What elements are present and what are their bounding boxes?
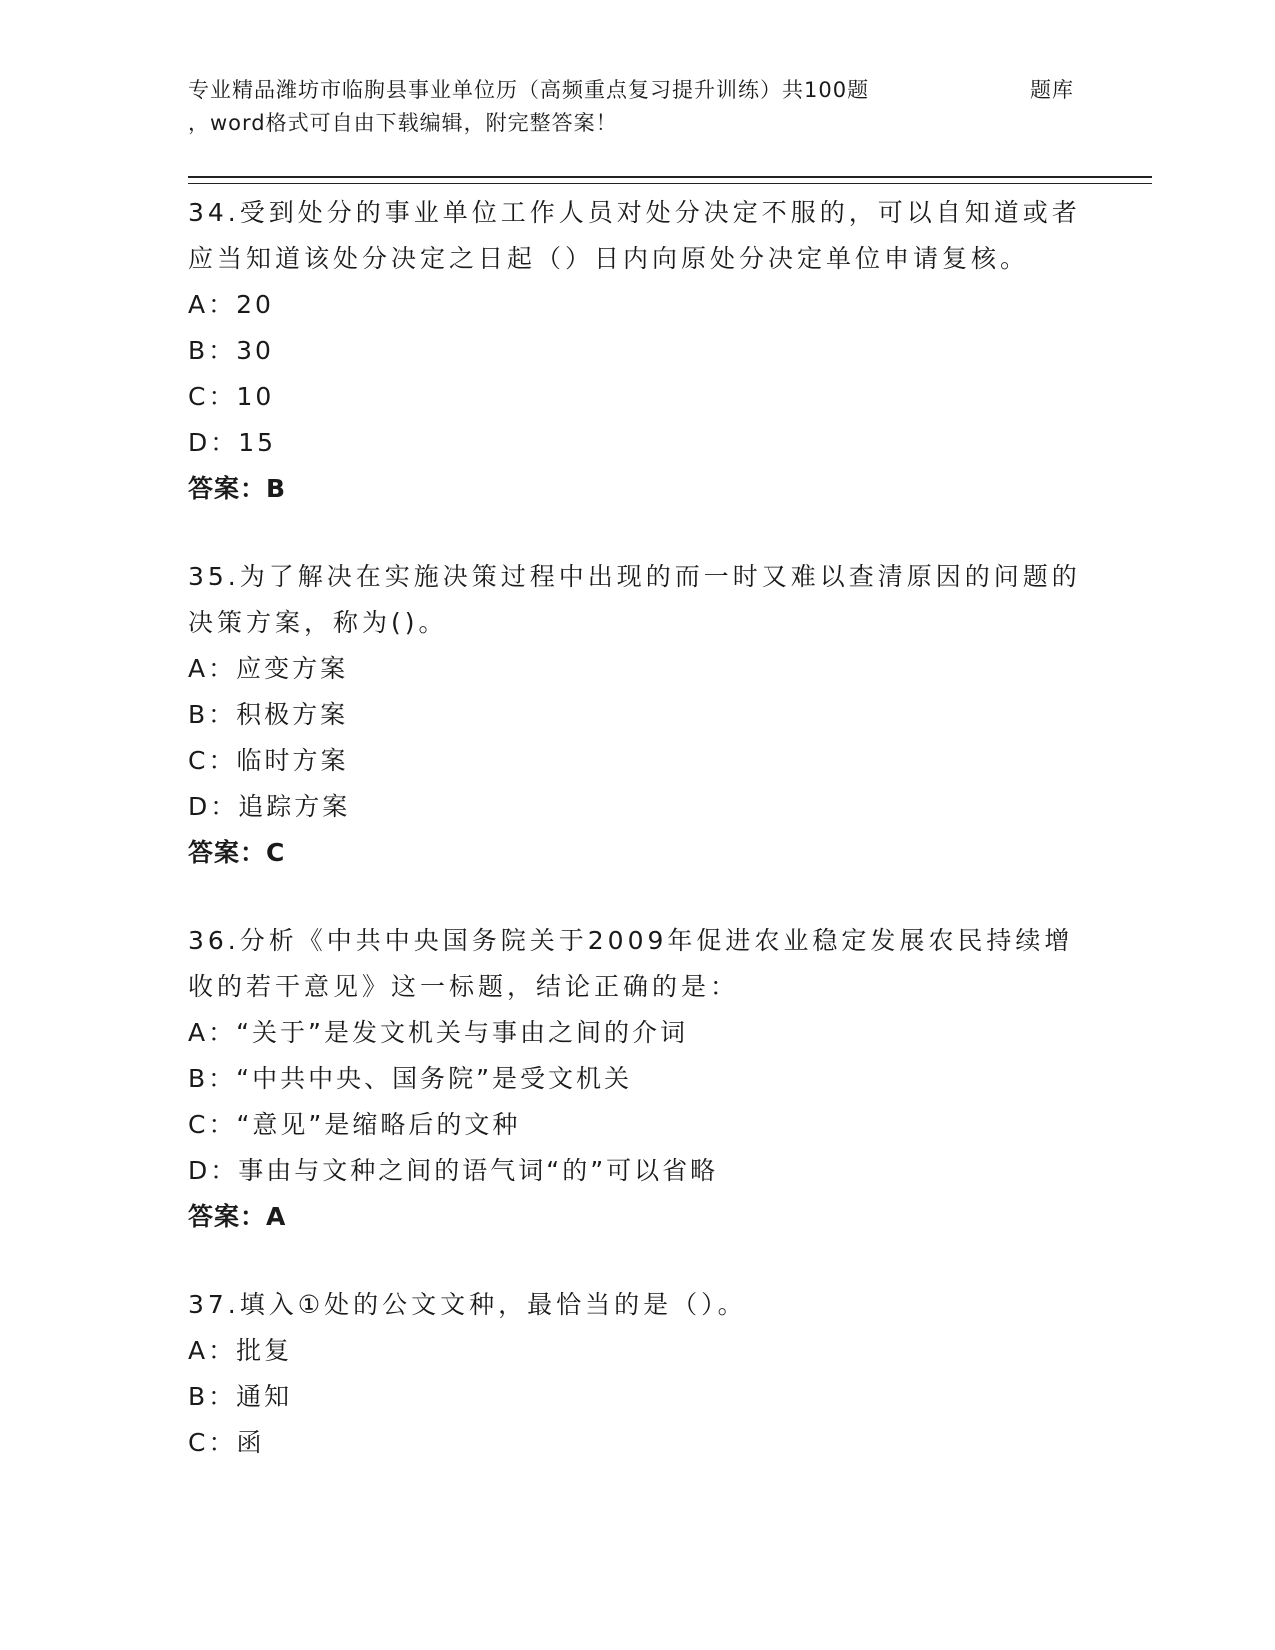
answer: 答案：C: [188, 838, 286, 867]
option-c: C：“意见”是缩略后的文种: [188, 1110, 521, 1139]
option-c: C：函: [188, 1428, 265, 1457]
option-a: A：应变方案: [188, 654, 349, 683]
answer: 答案：B: [188, 474, 287, 503]
option-c: C：临时方案: [188, 746, 349, 775]
question-36: [188, 918, 1088, 1240]
header-subtitle: ，word格式可自由下载编辑，附完整答案！: [188, 111, 618, 135]
header-divider: [188, 176, 1152, 178]
page-header: [188, 74, 1148, 140]
option-d: D：追踪方案: [188, 792, 351, 821]
question-stem: 34.受到处分的事业单位工作人员对处分决定不服的，可以自知道或者应当知道该处分决定之日起（）日内向原处分决定单位申请复核。: [188, 198, 1081, 273]
option-b: B：“中共中央、国务院”是受文机关: [188, 1064, 633, 1093]
option-b: B：通知: [188, 1382, 293, 1411]
header-divider-thin: [188, 183, 1152, 184]
header-tag: 题库: [1030, 78, 1074, 102]
option-b: B：30: [188, 336, 274, 365]
question-stem: 37.填入①处的公文文种，最恰当的是（）。: [188, 1290, 747, 1319]
header-title: 专业精品潍坊市临朐县事业单位历（高频重点复习提升训练）共100题: [188, 78, 870, 102]
option-a: A：20: [188, 290, 274, 319]
option-d: D：事由与文种之间的语气词“的”可以省略: [188, 1156, 719, 1185]
question-34: [188, 190, 1088, 512]
answer: 答案：A: [188, 1202, 287, 1231]
question-list: [188, 190, 1088, 1508]
question-35: [188, 554, 1088, 876]
question-stem: 36.分析《中共中央国务院关于2009年促进农业稳定发展农民持续增收的若干意见》这一标题，结论正确的是：: [188, 926, 1074, 1001]
question-stem: 35.为了解决在实施决策过程中出现的而一时又难以查清原因的问题的决策方案，称为()。: [188, 562, 1081, 637]
question-37: [188, 1282, 1088, 1466]
option-a: A：“关于”是发文机关与事由之间的介词: [188, 1018, 689, 1047]
option-d: D：15: [188, 428, 277, 457]
option-b: B：积极方案: [188, 700, 349, 729]
header-line-1: [188, 74, 1148, 107]
option-a: A：批复: [188, 1336, 293, 1365]
option-c: C：10: [188, 382, 275, 411]
